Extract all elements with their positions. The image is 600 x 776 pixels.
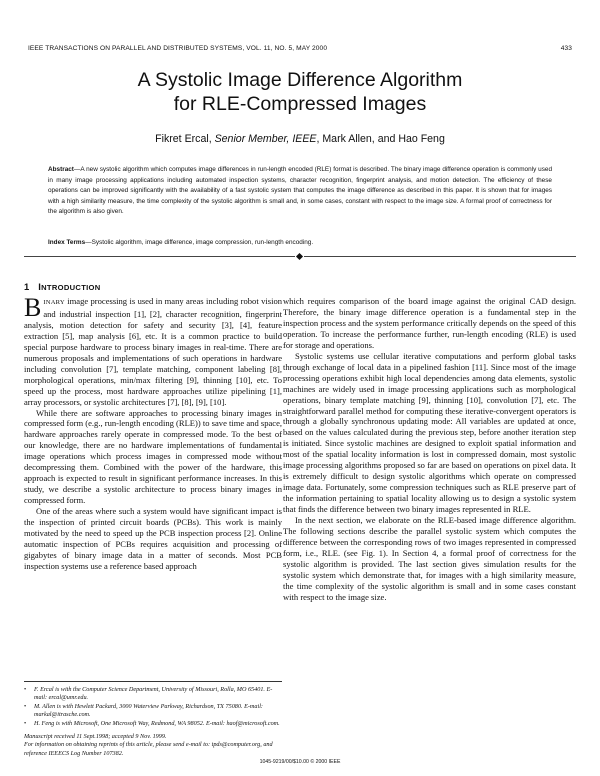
section-first-letter: I [38,281,42,292]
abstract-text: —A new systolic algorithm which computes image differences in run-length encoded (RLE) format is described. The binary image difference operation is commonly used in many image processing applications including automated inspection systems, character recognition, fingerprint analysis, and motion detection. The efficiency of these operations can be improved significantly with the availability of a fast systolic system that computes the image difference as described in this paper. It is shown that for images with a high similarity measure, the time complexity of the systolic algorithm is small and, in some cases, constant with respect to the image size. A formal proof of correctness for the algorithm is also given. [48,166,552,215]
section-title-rest: NTRODUCTION [41,283,101,292]
footnote-item [24,703,282,720]
author-first: Fikret Ercal, [155,133,215,145]
author-list [0,133,600,145]
index-terms [48,238,552,248]
footnote-text: F. Ercal is with the Computer Science Department, University of Missouri, Rolla, MO 65401. E-mail: ercal@umr.edu. [34,686,273,702]
paragraph [24,293,282,408]
footnote-text: H. Feng is with Microsoft, One Microsoft Way, Redmond, WA 98052. E-mail: haof@microsoft.com. [34,719,280,727]
bullet-icon: • [24,686,27,693]
title-line-1: A Systolic Image Difference Algorithm [137,69,463,91]
title-line-2: for RLE-Compressed Images [173,93,427,115]
footnote-item [24,720,282,728]
index-terms-text: —Systolic algorithm, image difference, image compression, run-length encoding. [85,239,314,246]
section-number: 1 [24,281,30,292]
abstract [48,165,552,218]
footnotes [24,686,282,758]
index-terms-label: Index Terms [48,239,86,246]
abstract-label: Abstract [48,166,74,173]
drop-cap: B [24,293,42,322]
right-column [283,296,576,603]
divider-diamond-icon [295,252,304,261]
section-heading [24,281,101,292]
journal-header: IEEE TRANSACTIONS ON PARALLEL AND DISTRIBUTED SYSTEMS, VOL. 11, NO. 5, MAY 2000 [28,45,328,52]
footnote-rule [24,681,282,682]
paragraph: Systolic systems use cellular iterative computations and perform global tasks through exchange of local data in a pipelined fashion [11]. Since most of the image processing operations exhibit high local dependencies among data elements, systolic machines are widely used in image processing applications such as morphological operations, binary template matching [9], thinning [10], convolution [7], etc. The straightforward parallel method for computing these iterative-convergent operators is through a globally synchronous updating mode: All variables are updated at once, based on the values calculated during the previous step, before another iteration step is initiated. Since systolic machines are designed to exploit spatial information and most of the spatial locality information is lost in compressed domain, most systolic image processing algorithms proposed so far are based on operations on pixel data. It is extremely difficult to design systolic algorithms which operate on compressed image data. Fortunately, some compression techniques such as RLE preserve part of the information pertaining to spatial locality allowing us to design a systolic system that finds the difference between two binary images represented in RLE. [283,350,576,515]
bullet-icon: • [24,702,27,710]
manuscript-received: Manuscript received 11 Sept.1998; accepted 9 Nov. 1999. [24,733,167,741]
intro-smallcaps: INARY [43,299,65,306]
running-header [28,45,572,57]
author-rest: , Mark Allen, and Hao Feng [316,133,445,145]
paragraph: One of the areas where such a system would have significant impact is the inspection of printed circuit boards (PCBs). This work is mainly motivated by the need to speed up the PCB inspection process [2]. Online automatic inspection of PCBs requires acquisition and processing of gigabytes of binary image data in a matter of seconds. Most PCB inspection systems use a reference based approach [24,506,282,571]
footnote-item [24,686,282,703]
copyright-footer: 1045-9219/00/$10.00 © 2000 IEEE [259,759,341,765]
page-number: 433 [560,45,572,52]
bullet-icon: • [24,719,27,727]
footnote-text: M. Allen is with Hewlett Packard, 3000 Waterview Parkway, Richardson, TX 75080. E-mail: markal@itrasche.com. [34,702,263,719]
author-membership: Senior Member, IEEE [214,133,317,145]
paragraph: While there are software approaches to processing binary images in compressed form (e.g., run-length encoding (RLE)) to save time and space, hardware approaches rarely operate in compressed mode. To the best of our knowledge, there are no hardware implementations of fundamental image operations which process images in compressed mode without decompressing them. Combined with the power of the hardware, this approach is expected to result in significant performance increases. In this study, we describe a systolic architecture to process binary images in compressed form. [24,407,282,506]
paragraph: which requires comparison of the board image against the original CAD design. Therefore, the binary image difference operation is a fundamental step in the inspection process and the system performance critically depends on the speed of this operation. To increase the performance further, run-length encoding (RLE) is used for storage and operations. [283,296,576,350]
paper-title [0,68,600,116]
reprints-note: For information on obtaining reprints of this article, please send e-mail to: tpds@computer.org, and reference IEEECS Log Number 107382. [24,741,273,757]
paragraph-text: image processing is used in many areas including robot vision and industrial inspection [1], [2], character recognition, fingerprint analysis, motion detection for safety and security [3], [4], feature extraction [5], map analysis [6], etc. It is a common practice to build special purpose hardware to process binary images in real-time. There are numerous proposals and implementations of such operations in hardware including convolution [7], template matching, component labeling [8], morphological operations, min/max filtering [9], thinning [10], etc. To speed up the process, most hardware approaches utilize pipelining [1], array processors, or systolic architectures [7], [8], [9], [10]. [24,296,282,407]
paragraph: In the next section, we elaborate on the RLE-based image difference algorithm. The following sections describe the parallel systolic system which computes the difference between the corresponding rows of two images represented in compressed form, i.e., RLE. (see Fig. 1). In Section 4, a formal proof of correctness for the systolic algorithm is provided. The last section gives simulation results for the systolic system which demonstrate that, for images with a high similarity measure, the time complexity of the systolic algorithm is small and in some cases constant with respect to the image size. [283,515,576,602]
left-column [24,293,282,572]
